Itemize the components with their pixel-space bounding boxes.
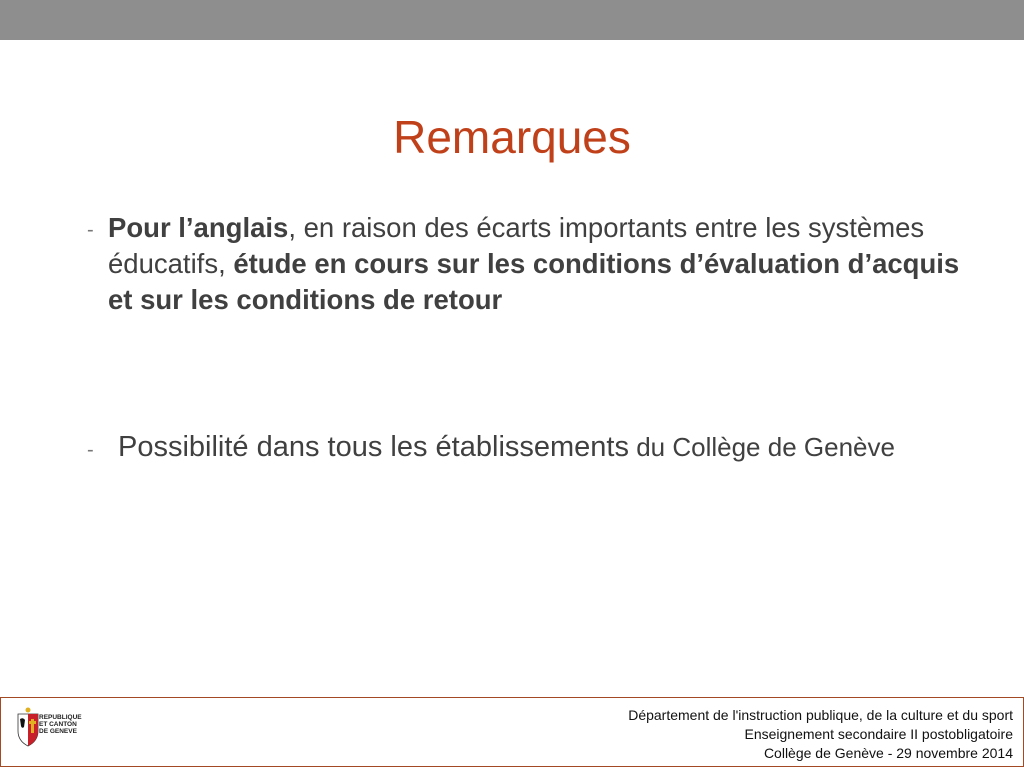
bullet-english-tail: étude en cours sur les conditions d’évaluation d’acquis et sur les conditions de retour [108, 248, 960, 315]
bullet-english-lead: Pour l’anglais [108, 212, 289, 243]
footer-line-education: Enseignement secondaire II postobligatoire [744, 726, 1013, 742]
slide-title: Remarques [393, 111, 631, 163]
bullet-english-middle: , en raison des écarts importants entre les systèmes éducatifs, [108, 212, 925, 279]
logo-text: REPUBLIQUE ET CANTON DE GENEVE [39, 714, 82, 735]
footer [0, 697, 1024, 767]
shield-icon [17, 707, 39, 747]
geneva-coat-of-arms-logo [17, 707, 87, 759]
bullet-possibility-small: du Collège de Genève [628, 432, 895, 462]
bullet-marker: - [87, 219, 94, 241]
bullet-possibility-text [87, 430, 967, 464]
top-bar [0, 0, 1024, 40]
footer-line-date: Collège de Genève - 29 novembre 2014 [763, 745, 1013, 761]
bullet-english-text [87, 210, 987, 318]
bullet-possibility [87, 430, 967, 464]
bullet-english [87, 210, 987, 318]
footer-text [628, 706, 1013, 763]
footer-line-department: Département de l'instruction publique, de la culture et du sport [628, 707, 1013, 723]
bullet-marker: - [87, 439, 94, 461]
bullet-possibility-main: Possibilité dans tous les établissements [118, 431, 629, 463]
